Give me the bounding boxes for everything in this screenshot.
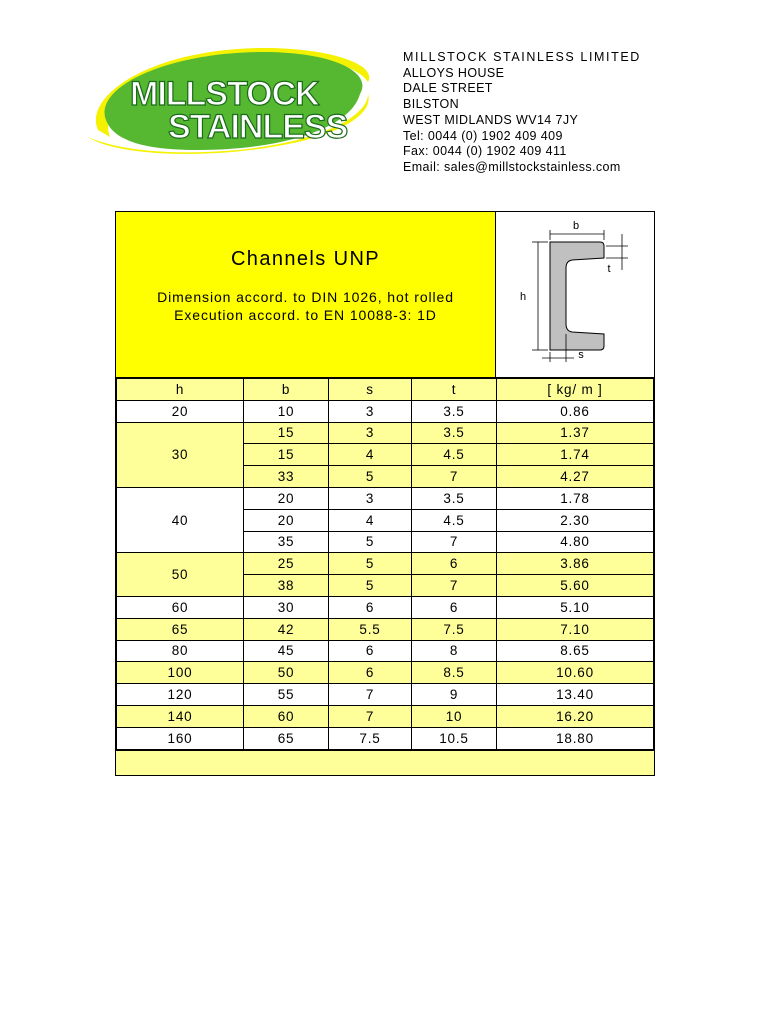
cell-weight: 0.86 bbox=[497, 400, 654, 422]
cell-h: 120 bbox=[117, 684, 244, 706]
cell-t: 10.5 bbox=[412, 727, 497, 749]
table-row bbox=[117, 684, 654, 706]
column-header-b: b bbox=[244, 379, 329, 401]
cell-t: 4.5 bbox=[412, 444, 497, 466]
cell-weight: 1.78 bbox=[497, 487, 654, 509]
address-line: ALLOYS HOUSE bbox=[403, 65, 505, 80]
cell-h: 100 bbox=[117, 662, 244, 684]
cell-weight: 4.27 bbox=[497, 466, 654, 488]
company-address bbox=[403, 50, 641, 176]
table-row bbox=[117, 727, 654, 749]
column-header-t: t bbox=[412, 379, 497, 401]
address-line: DALE STREET bbox=[403, 81, 493, 96]
cell-h: 20 bbox=[117, 400, 244, 422]
cell-t: 3.5 bbox=[412, 487, 497, 509]
cell-b: 30 bbox=[244, 596, 329, 618]
table-footer-row bbox=[116, 750, 654, 775]
table-row bbox=[117, 553, 654, 575]
cell-h: 80 bbox=[117, 640, 244, 662]
cell-h: 140 bbox=[117, 705, 244, 727]
label-b: b bbox=[572, 220, 580, 232]
cell-b: 15 bbox=[244, 444, 329, 466]
cell-s: 5 bbox=[329, 553, 412, 575]
cell-t: 7 bbox=[412, 466, 497, 488]
table-row bbox=[117, 640, 654, 662]
logo-text-millstock: MILLSTOCK bbox=[130, 75, 319, 113]
table-row bbox=[117, 400, 654, 422]
cell-b: 60 bbox=[244, 705, 329, 727]
table-row bbox=[117, 487, 654, 509]
cell-b: 55 bbox=[244, 684, 329, 706]
cell-t: 6 bbox=[412, 553, 497, 575]
company-name: MILLSTOCK STAINLESS LIMITED bbox=[403, 50, 641, 64]
table-body bbox=[117, 400, 654, 749]
channel-dimensions-table bbox=[116, 378, 654, 750]
label-s: s bbox=[578, 349, 584, 361]
cell-weight: 8.65 bbox=[497, 640, 654, 662]
table-row bbox=[117, 662, 654, 684]
channel-section-drawing bbox=[496, 212, 654, 376]
channel-profile-shape bbox=[550, 242, 604, 350]
cell-b: 35 bbox=[244, 531, 329, 553]
cell-s: 6 bbox=[329, 662, 412, 684]
cell-b: 25 bbox=[244, 553, 329, 575]
title-panel bbox=[116, 212, 496, 377]
cell-s: 3 bbox=[329, 487, 412, 509]
cell-b: 20 bbox=[244, 487, 329, 509]
cell-weight: 2.30 bbox=[497, 509, 654, 531]
cell-s: 5.5 bbox=[329, 618, 412, 640]
sheet-title: Channels UNP bbox=[230, 248, 381, 270]
cell-t: 10 bbox=[412, 705, 497, 727]
address-line: WEST MIDLANDS WV14 7JY bbox=[403, 112, 579, 127]
cell-weight: 10.60 bbox=[497, 662, 654, 684]
cell-b: 33 bbox=[244, 466, 329, 488]
cell-h: 65 bbox=[117, 618, 244, 640]
sheet-subtitle-execution: Execution accord. to EN 10088-3: 1D bbox=[174, 307, 437, 323]
table-row bbox=[117, 705, 654, 727]
cell-weight: 1.74 bbox=[497, 444, 654, 466]
sheet-header bbox=[116, 212, 654, 378]
cell-t: 8 bbox=[412, 640, 497, 662]
cell-weight: 4.80 bbox=[497, 531, 654, 553]
telephone: Tel: 0044 (0) 1902 409 409 bbox=[403, 128, 563, 143]
cell-t: 3.5 bbox=[412, 422, 497, 444]
cell-weight: 5.60 bbox=[497, 575, 654, 597]
cell-t: 7.5 bbox=[412, 618, 497, 640]
cell-b: 10 bbox=[244, 400, 329, 422]
cell-h: 60 bbox=[117, 596, 244, 618]
fax: Fax: 0044 (0) 1902 409 411 bbox=[403, 144, 567, 159]
table-row bbox=[117, 618, 654, 640]
cell-b: 45 bbox=[244, 640, 329, 662]
cell-t: 9 bbox=[412, 684, 497, 706]
column-header-h: h bbox=[117, 379, 244, 401]
cell-weight: 13.40 bbox=[497, 684, 654, 706]
channels-sheet bbox=[115, 211, 655, 776]
cell-s: 7 bbox=[329, 705, 412, 727]
logo-text-stainless: STAINLESS bbox=[168, 108, 348, 146]
millstock-stainless-logo bbox=[88, 42, 378, 162]
cell-s: 4 bbox=[329, 444, 412, 466]
cell-h: 30 bbox=[117, 422, 244, 487]
cell-t: 3.5 bbox=[412, 400, 497, 422]
channel-profile-diagram bbox=[496, 212, 654, 377]
cell-s: 7.5 bbox=[329, 727, 412, 749]
cell-weight: 1.37 bbox=[497, 422, 654, 444]
cell-t: 8.5 bbox=[412, 662, 497, 684]
table-row bbox=[117, 422, 654, 444]
sheet-subtitle-dimension: Dimension accord. to DIN 1026, hot rolled bbox=[157, 289, 454, 305]
cell-t: 7 bbox=[412, 531, 497, 553]
cell-h: 40 bbox=[117, 487, 244, 552]
column-header-weight: [ kg/ m ] bbox=[497, 379, 654, 401]
column-header-s: s bbox=[329, 379, 412, 401]
cell-b: 20 bbox=[244, 509, 329, 531]
cell-s: 5 bbox=[329, 575, 412, 597]
cell-b: 65 bbox=[244, 727, 329, 749]
cell-b: 38 bbox=[244, 575, 329, 597]
cell-s: 7 bbox=[329, 684, 412, 706]
cell-h: 50 bbox=[117, 553, 244, 597]
cell-s: 5 bbox=[329, 531, 412, 553]
cell-weight: 18.80 bbox=[497, 727, 654, 749]
cell-s: 6 bbox=[329, 596, 412, 618]
address-line: BILSTON bbox=[403, 97, 460, 112]
cell-h: 160 bbox=[117, 727, 244, 749]
cell-b: 15 bbox=[244, 422, 329, 444]
cell-weight: 3.86 bbox=[497, 553, 654, 575]
label-h: h bbox=[519, 291, 527, 303]
cell-s: 3 bbox=[329, 400, 412, 422]
cell-weight: 5.10 bbox=[497, 596, 654, 618]
cell-t: 6 bbox=[412, 596, 497, 618]
cell-s: 5 bbox=[329, 466, 412, 488]
cell-s: 4 bbox=[329, 509, 412, 531]
cell-s: 6 bbox=[329, 640, 412, 662]
cell-t: 4.5 bbox=[412, 509, 497, 531]
cell-b: 50 bbox=[244, 662, 329, 684]
cell-weight: 7.10 bbox=[497, 618, 654, 640]
email[interactable]: Email: sales@millstockstainless.com bbox=[403, 159, 621, 174]
cell-weight: 16.20 bbox=[497, 705, 654, 727]
cell-b: 42 bbox=[244, 618, 329, 640]
label-t: t bbox=[607, 263, 611, 275]
table-row bbox=[117, 596, 654, 618]
table-header-row bbox=[117, 379, 654, 401]
cell-s: 3 bbox=[329, 422, 412, 444]
cell-t: 7 bbox=[412, 575, 497, 597]
